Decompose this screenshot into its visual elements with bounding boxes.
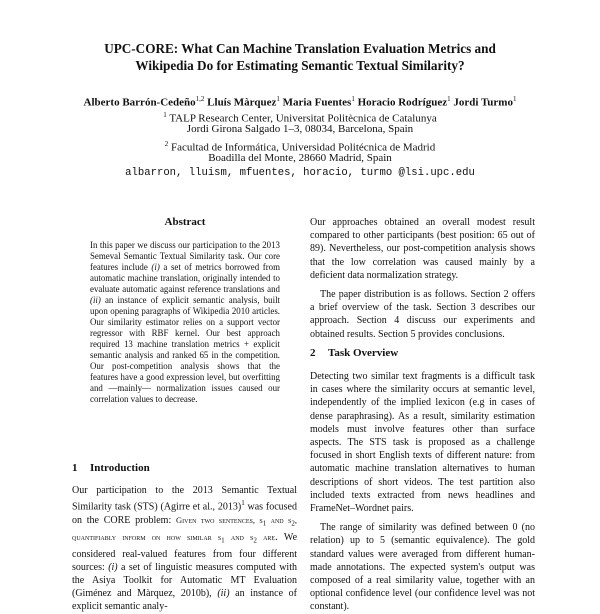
enum-marker: (ii) — [90, 295, 101, 305]
section-2-heading — [310, 347, 398, 359]
author-affiliation-mark: 1 — [512, 95, 517, 103]
intro-text: Our participation to the 2013 Semantic Textual Similarity task (STS) (Agirre et al., 2013) — [72, 485, 297, 513]
author-affiliation-mark: 1 — [276, 95, 280, 103]
author-name: Jordi Turmo — [453, 96, 513, 109]
subscript: 2 — [291, 519, 295, 528]
section-title: Introduction — [90, 462, 150, 474]
subscript: 1 — [262, 519, 267, 528]
affiliation-mark: 2 — [164, 140, 169, 148]
intro-text: a set of linguistic measures computed with the Asiya Toolkit for Automatic MT Evaluation (Giménez and Màrquez, 2010b), — [72, 561, 297, 600]
title-line-1: UPC-CORE: What Can Machine Translation Evaluation Metrics and — [104, 41, 496, 56]
section-number: 2 — [310, 347, 316, 359]
footnote-mark: 1 — [241, 499, 245, 508]
right-column-intro-continued — [310, 216, 535, 341]
task-overview-body — [310, 370, 535, 614]
author-name: Maria Fuentes — [282, 96, 352, 109]
intro-text: was focused on the CORE problem: — [72, 501, 297, 526]
paragraph: Detecting two similar text fragments is a difficult task in cases where the similarity occurs at semantic level, independently of the implied lexicon (e.g in cases of dense paraphrasing). As a result, similarity estimation models must involve features other than surface aspects. The STS task is proposed as a challenge focused in short English texts of different nature: from automatic machine translation alternatives to human descriptions of short videos. The test partition also included texts extracted from news headlines and FrameNet–Wordnet pairs. — [310, 371, 535, 515]
affiliation-mark: 1 — [163, 111, 167, 119]
author-name: Alberto Barrón-Cedeño — [83, 96, 196, 109]
task-definition-text: and s — [224, 531, 254, 542]
subscript: 1 — [221, 536, 225, 545]
subscript: 2 — [253, 536, 257, 545]
section-title: Task Overview — [328, 347, 399, 359]
author-affiliation-mark: 1,2 — [195, 95, 205, 103]
paragraph: Our approaches obtained an overall modest result compared to other participants (best position: 65 out of 89). Nevertheless, our post-competition analysis shows that the low correlation was caused mainly by a deficient data normalization strategy. — [310, 217, 535, 281]
section-number: 1 — [72, 462, 78, 474]
intro-text: . We considered real-valued features from four different sources: — [72, 531, 298, 573]
affiliation-text: Facultad de Informática, Universidad Politécnica de Madrid — [171, 141, 436, 154]
author-affiliation-mark: 1 — [447, 95, 451, 103]
paragraph: The range of similarity was defined between 0 (no relation) up to 5 (semantic equivalence). The gold standard values were averaged from different human-made annotations. The expected system's output was composed of a real similarity value, together with an optional confidence level (our confidence level was not constant). — [310, 522, 535, 613]
abstract-heading: Abstract — [164, 216, 206, 228]
section-1-heading — [72, 462, 150, 474]
paper-title — [60, 40, 540, 74]
intro-text: an instance of explicit semantic analy- — [72, 588, 297, 613]
abstract-body — [90, 240, 280, 405]
abstract-text: an instance of explicit semantic analysis, built upon opening paragraphs of Wikipedia 2010 articles. Our similarity estimator relies on a support vector regressor with RBF kernel. Our best approach required 13 machine translation metrics + explicit semantic analysis and ranked 65 in the competition. Our post-competition analysis shows that the features have a good expression level, but overfitting and —mainly— normalization issues caused our correlation values to decrease. — [90, 295, 280, 404]
paragraph: The paper distribution is as follows. Section 2 offers a brief overview of the task. Section 3 describes our approach. Section 4 discuss our experiments and obtained results. Section 5 provides conclusions. — [310, 289, 535, 340]
author-affiliation-mark: 1 — [351, 95, 355, 103]
affiliation-2-line-2: Boadilla del Monte, 28660 Madrid, Spain — [208, 152, 392, 164]
abstract-text: a set of metrics borrowed from automatic machine translation, originally intended to evaluate automatic against reference translations and — [90, 262, 280, 294]
author-name: Horacio Rodríguez — [357, 96, 448, 109]
title-line-2: Wikipedia Do for Estimating Semantic Textual Similarity? — [135, 58, 465, 73]
enum-marker: (ii) — [217, 588, 230, 600]
author-name: Lluís Màrquez — [207, 96, 277, 109]
affiliation-text: TALP Research Center, Universitat Politècnica de Catalunya — [169, 112, 437, 125]
enum-marker: (i) — [108, 561, 118, 573]
author-list — [50, 95, 550, 109]
abstract-text: In this paper we discuss our participation to the 2013 Semeval Semantic Textual Similarity task. Our core features include — [90, 240, 280, 272]
task-definition-text: Given two sentences, s — [175, 514, 263, 525]
affiliation-1-line-2: Jordi Girona Salgado 1–3, 08034, Barcelona, Spain — [186, 123, 414, 135]
task-definition-text: and s — [266, 514, 292, 525]
enum-marker: (i) — [151, 262, 160, 272]
author-emails: albarron, lluism, mfuentes, horacio, turmo @lsi.upc.edu — [125, 167, 475, 179]
task-definition-text: , quantifiably inform on how similar s — [72, 514, 298, 542]
task-definition-text: are — [256, 531, 276, 542]
introduction-body — [72, 484, 297, 614]
